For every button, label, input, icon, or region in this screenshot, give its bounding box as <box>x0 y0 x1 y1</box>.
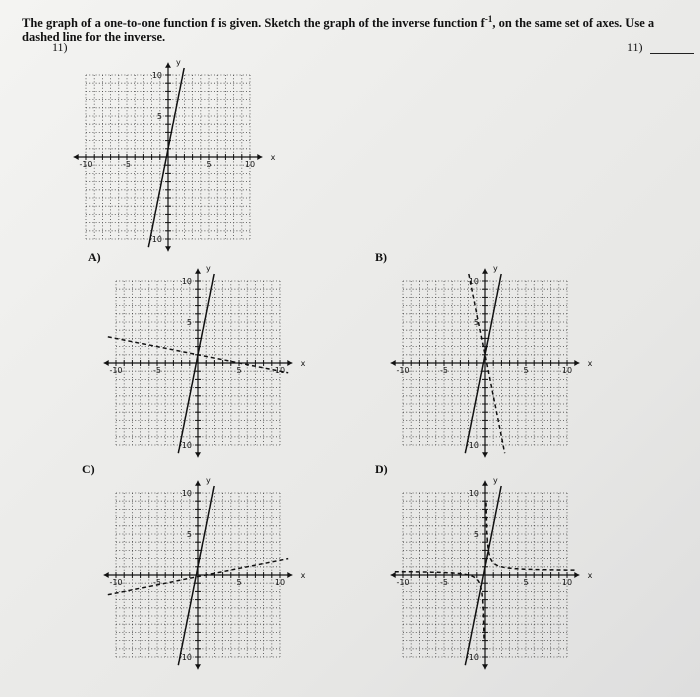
y-arrow-down-icon <box>195 452 201 457</box>
option-a-label[interactable]: A) <box>88 250 101 264</box>
x-tick-label: -10 <box>396 578 410 587</box>
y-tick-label: 5 <box>186 530 192 539</box>
y-arrow-up-icon <box>195 481 201 486</box>
x-tick-label: 5 <box>523 366 529 375</box>
y-axis-label: y <box>493 476 498 486</box>
y-arrow-up-icon <box>165 63 171 68</box>
y-arrow-down-icon <box>482 664 488 669</box>
y-tick-label: 5 <box>473 530 479 539</box>
y-axis-label: y <box>176 58 181 68</box>
y-tick-label: -10 <box>148 235 162 244</box>
x-arrow-left-icon <box>391 360 396 366</box>
x-tick-label: -10 <box>109 366 123 375</box>
y-tick-label: 5 <box>473 318 479 327</box>
y-tick-label: -10 <box>465 653 479 662</box>
x-tick-label: 5 <box>523 578 529 587</box>
x-tick-label: -5 <box>440 366 448 375</box>
y-axis-label: y <box>206 476 211 486</box>
y-axis-label: y <box>493 264 498 274</box>
given-function-graph <box>68 58 278 252</box>
x-axis-label: x <box>587 571 593 580</box>
x-axis-label: x <box>587 359 593 368</box>
y-arrow-up-icon <box>482 481 488 486</box>
y-arrow-down-icon <box>195 664 201 669</box>
question-superscript: -1 <box>484 14 493 24</box>
y-tick-label: -10 <box>178 441 192 450</box>
x-tick-label: -5 <box>123 160 131 169</box>
answer-blank[interactable] <box>650 53 694 54</box>
inverse-curve <box>469 274 505 453</box>
x-tick-label: 10 <box>274 578 286 587</box>
x-tick-label: -5 <box>153 578 161 587</box>
y-tick-label: 5 <box>186 318 192 327</box>
option-d-label[interactable]: D) <box>375 462 388 476</box>
question-text-part2: , on the same set of axes. Use a dashed line for the inverse. <box>22 16 655 45</box>
y-tick-label: 10 <box>468 489 479 498</box>
y-tick-label: 5 <box>156 112 162 121</box>
x-arrow-right-icon <box>287 572 292 578</box>
option-b-graph[interactable] <box>385 264 595 458</box>
function-curve <box>148 68 184 247</box>
x-arrow-right-icon <box>574 572 579 578</box>
x-tick-label: -10 <box>109 578 123 587</box>
answer-number: 11) <box>627 40 643 54</box>
x-axis-label: x <box>270 153 276 162</box>
y-tick-label: 10 <box>468 277 479 286</box>
y-tick-label: 10 <box>181 489 192 498</box>
x-arrow-left-icon <box>74 154 79 160</box>
x-arrow-left-icon <box>391 572 396 578</box>
y-axis-label: y <box>206 264 211 274</box>
option-c-label[interactable]: C) <box>82 462 95 476</box>
x-tick-label: 5 <box>236 578 242 587</box>
question-text-part1: The graph of a one-to-one function f is given. Sketch the graph of the inverse function f <box>22 16 485 31</box>
option-c-graph[interactable] <box>98 476 308 670</box>
x-arrow-left-icon <box>104 360 109 366</box>
x-arrow-right-icon <box>287 360 292 366</box>
question-text <box>22 12 692 44</box>
x-tick-label: 10 <box>244 160 256 169</box>
question-number: 11) <box>52 40 68 54</box>
x-tick-label: -10 <box>79 160 93 169</box>
y-arrow-down-icon <box>165 246 171 251</box>
y-tick-label: -10 <box>178 653 192 662</box>
y-tick-label: 10 <box>181 277 192 286</box>
x-arrow-right-icon <box>257 154 262 160</box>
y-arrow-up-icon <box>195 269 201 274</box>
y-arrow-down-icon <box>482 452 488 457</box>
function-curve <box>178 274 214 453</box>
y-arrow-up-icon <box>482 269 488 274</box>
function-curve <box>465 274 501 453</box>
y-tick-label: 10 <box>151 71 162 80</box>
x-axis-label: x <box>300 359 306 368</box>
x-tick-label: 10 <box>561 366 573 375</box>
x-tick-label: 5 <box>236 366 242 375</box>
x-arrow-right-icon <box>574 360 579 366</box>
option-b-label[interactable]: B) <box>375 250 387 264</box>
x-tick-label: 10 <box>561 578 573 587</box>
option-a-graph[interactable] <box>98 264 308 458</box>
x-tick-label: -10 <box>396 366 410 375</box>
option-d-graph[interactable] <box>385 476 595 670</box>
x-axis-label: x <box>300 571 306 580</box>
x-tick-label: -5 <box>153 366 161 375</box>
x-tick-label: 5 <box>206 160 212 169</box>
inverse-curve <box>486 503 575 571</box>
x-tick-label: -5 <box>440 578 448 587</box>
y-tick-label: -10 <box>465 441 479 450</box>
x-tick-label: 10 <box>274 366 286 375</box>
x-arrow-left-icon <box>104 572 109 578</box>
